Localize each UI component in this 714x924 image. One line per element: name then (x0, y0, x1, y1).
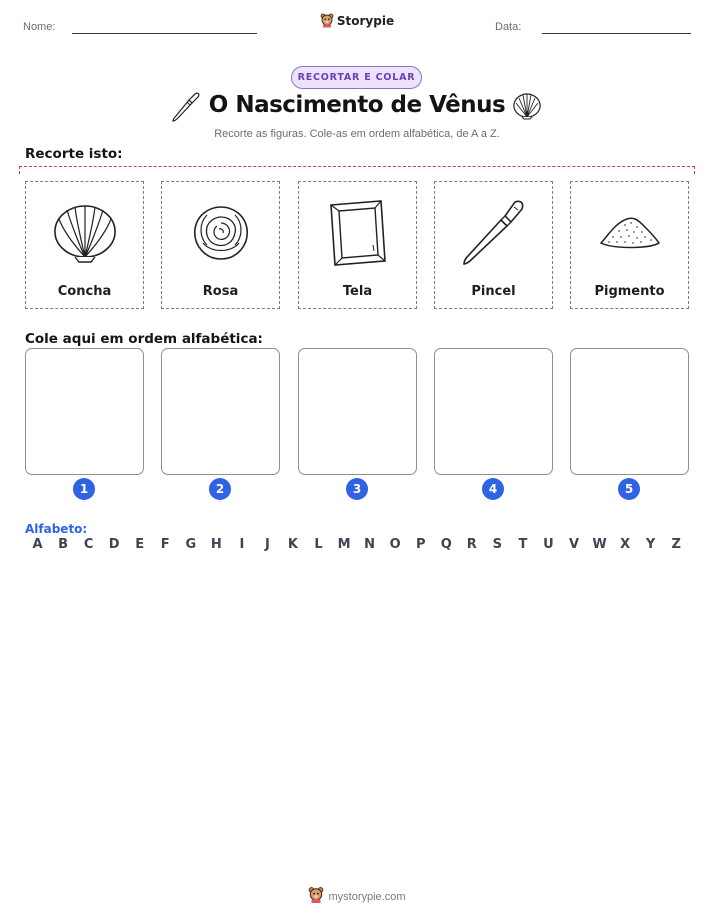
cut-card[interactable] (25, 181, 144, 309)
alphabet-letter: Z (671, 537, 681, 552)
canvas-icon (327, 197, 389, 269)
alphabet-letter: P (415, 537, 426, 552)
date-label: Data: (495, 21, 522, 33)
cut-card[interactable] (434, 181, 553, 309)
slot-number: 1 (73, 478, 95, 500)
card-label: Concha (57, 284, 112, 299)
alphabet-letter: M (337, 537, 351, 552)
instructions: Recorte as figuras. Cole-as em ordem alfabética, de A a Z. (214, 128, 500, 140)
alphabet-letter: I (239, 537, 245, 552)
alphabet-letter: F (160, 537, 170, 552)
shell-icon (511, 92, 543, 124)
name-label: Nome: (23, 21, 56, 33)
alphabet-letter: Y (645, 537, 656, 552)
slot-number: 3 (346, 478, 368, 500)
alphabet-letter: E (135, 537, 145, 552)
slot-number: 4 (482, 478, 504, 500)
cut-guide-line (19, 166, 695, 174)
date-write-line[interactable] (542, 33, 691, 34)
card-label: Pigmento (594, 284, 665, 299)
paste-slot[interactable] (25, 348, 144, 475)
footer-url[interactable]: mystorypie.com (328, 891, 406, 903)
alphabet-letter: B (58, 537, 68, 552)
alphabet-letter: U (543, 537, 554, 552)
alphabet-letter: J (265, 537, 270, 552)
alphabet-letter: S (492, 537, 503, 552)
brand-logo (0, 13, 714, 31)
page-title: O Nascimento de Vênus (208, 92, 506, 118)
alphabet-letter: N (364, 537, 376, 552)
slot-number: 5 (618, 478, 640, 500)
card-label: Rosa (202, 284, 239, 299)
storypie-bear-icon (320, 13, 334, 31)
alphabet-letter: T (518, 537, 528, 552)
alphabet-letter: G (185, 537, 197, 552)
cut-card[interactable] (298, 181, 417, 309)
alphabet-row (25, 537, 689, 552)
storypie-bear-icon (308, 886, 324, 907)
alphabet-letter: V (568, 537, 580, 552)
paste-slot[interactable] (434, 348, 553, 475)
cut-card[interactable] (161, 181, 280, 309)
paste-slot[interactable] (570, 348, 689, 475)
alphabet-letter: C (83, 537, 94, 552)
footer (0, 886, 714, 907)
pigment-pile-icon (597, 211, 663, 255)
rose-icon (189, 201, 253, 265)
alphabet-letter: Q (440, 537, 452, 552)
alphabet-letter: R (466, 537, 477, 552)
paintbrush-icon (461, 198, 527, 268)
name-write-line[interactable] (72, 33, 257, 34)
cut-card[interactable] (570, 181, 689, 309)
alphabet-letter: A (32, 537, 43, 552)
alphabet-letter: O (389, 537, 401, 552)
activity-type-badge: RECORTAR E COLAR (291, 66, 422, 89)
shell-icon (50, 202, 120, 264)
alphabet-letter: L (314, 537, 323, 552)
card-label: Pincel (471, 284, 516, 299)
alphabet-letter: H (210, 537, 222, 552)
cut-section-heading: Recorte isto: (25, 146, 123, 162)
card-label: Tela (342, 284, 373, 299)
paste-section-heading: Cole aqui em ordem alfabética: (25, 331, 263, 347)
alphabet-letter: D (108, 537, 120, 552)
paste-slot[interactable] (298, 348, 417, 475)
alphabet-heading: Alfabeto: (25, 522, 88, 536)
brand-name: Storypie (336, 14, 395, 28)
slot-number: 2 (209, 478, 231, 500)
alphabet-letter: K (287, 537, 298, 552)
alphabet-letter: X (620, 537, 631, 552)
paste-slot[interactable] (161, 348, 280, 475)
alphabet-letter: W (592, 537, 607, 552)
